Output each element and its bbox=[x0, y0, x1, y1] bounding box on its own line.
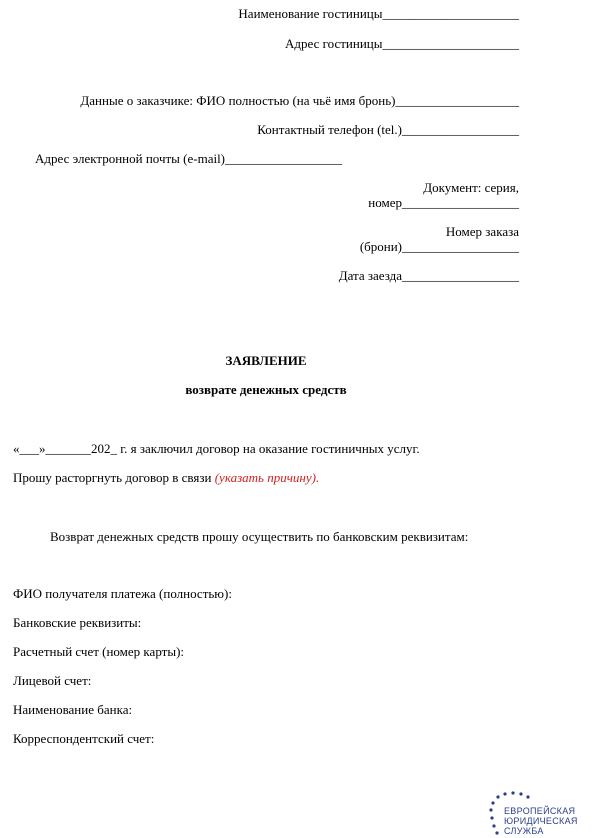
bank-name-label: Наименование банка: bbox=[13, 702, 133, 717]
recipient-name-label: ФИО получателя платежа (полностью): bbox=[13, 586, 232, 601]
checkin-date-field: Дата заезда__________________ bbox=[338, 268, 519, 283]
refund-line: Возврат денежных средств прошу осуществить по банковским реквизитам: bbox=[50, 529, 469, 544]
hotel-address-field: Адрес гостиницы_____________________ bbox=[285, 36, 519, 51]
phone-field: Контактный телефон (tel.)__________________ bbox=[257, 122, 519, 137]
document-number-field: номер__________________ bbox=[368, 195, 519, 210]
order-number-label: Номер заказа bbox=[445, 224, 519, 239]
terminate-prefix: Прошу расторгнуть договор в связи bbox=[13, 470, 212, 485]
terminate-line bbox=[13, 470, 319, 486]
document-subtitle: возврате денежных средств bbox=[185, 382, 347, 397]
document-title: ЗАЯВЛЕНИЕ bbox=[225, 353, 307, 368]
order-number-field: (брони)__________________ bbox=[359, 239, 519, 254]
hotel-name-field: Наименование гостиницы_____________________ bbox=[238, 6, 519, 21]
correspondent-account-label: Корреспондентский счет: bbox=[13, 731, 155, 746]
logo-line-1: ЕВРОПЕЙСКАЯ bbox=[504, 806, 576, 816]
personal-account-label: Лицевой счет: bbox=[13, 673, 92, 688]
company-logo-text bbox=[504, 806, 600, 836]
bank-details-label: Банковские реквизиты: bbox=[13, 615, 142, 630]
account-number-label: Расчетный счет (номер карты): bbox=[13, 644, 185, 659]
document-series-label: Документ: серия, bbox=[423, 180, 519, 195]
contract-date-line: «___»_______202_ г. я заключил договор на оказание гостиничных услуг. bbox=[13, 441, 420, 456]
logo-line-2: ЮРИДИЧЕСКАЯ bbox=[504, 816, 578, 826]
logo-line-3: СЛУЖБА bbox=[504, 826, 544, 836]
terminate-reason-hint: (указать причину). bbox=[214, 470, 320, 485]
customer-name-field: Данные о заказчике: ФИО полностью (на чьё имя бронь)___________________ bbox=[80, 93, 519, 108]
email-field: Адрес электронной почты (e-mail)__________________ bbox=[35, 151, 343, 166]
